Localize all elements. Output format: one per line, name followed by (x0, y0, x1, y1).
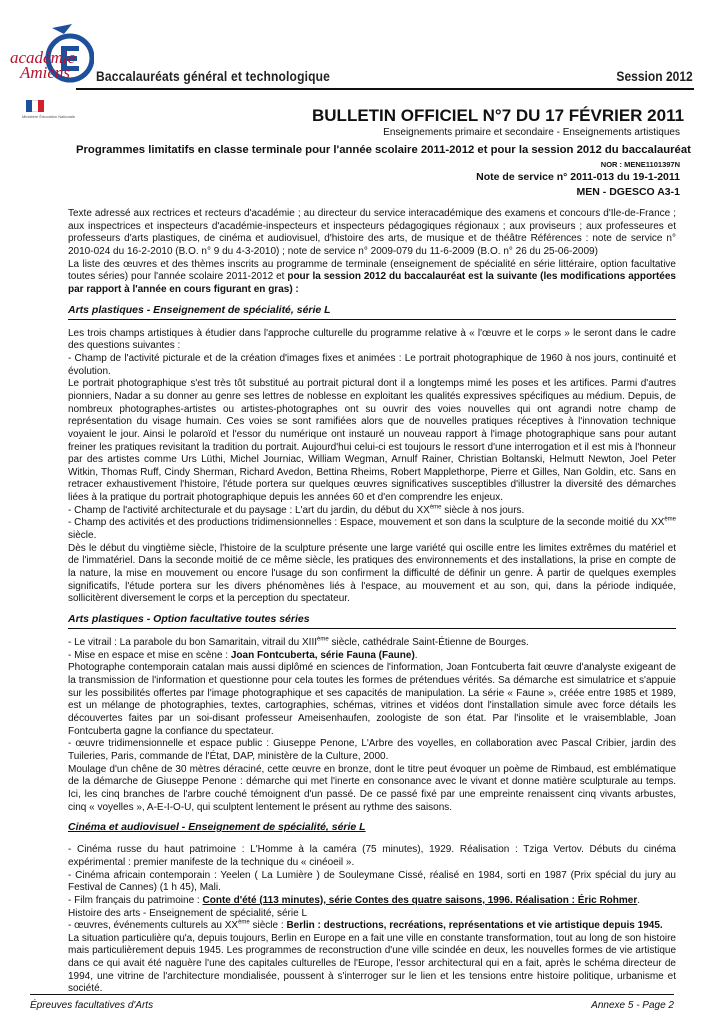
paragraph: - Film français du patrimoine : Conte d'été (113 minutes), série Contes des quatre saisons, 1996. Réalisation : Éric Rohmer. (68, 894, 641, 906)
bulletin-subtitle: Enseignements primaire et secondaire - Enseignements artistiques (383, 127, 680, 138)
footer-left: Épreuves facultatives d'Arts (30, 1000, 154, 1011)
men-reference: MEN - DGESCO A3-1 (576, 186, 680, 198)
intro-list-paragraph: La liste des œuvres et des thèmes inscrits au programme de terminale (enseignement de spécialité en série littéraire, option facultative toutes séries) pour l'année scolaire 2011-2012 et pour la session 2012 du baccalauréat est la suivante (les modifications apportées par rapport à l'année en cours figurant en gras) : (68, 258, 676, 295)
footer-page-number: Annexe 5 - Page 2 (591, 1000, 674, 1011)
intro-paragraph: Texte adressé aux rectrices et recteurs d'académie ; au directeur du service interacadémique des examens et concours d'Ile-de-France ; aux inspectrices et inspecteurs d'académie-inspecteurs et inspecteurs pédagogiques régionaux ; aux proviseurs ; aux professeures et professeurs d'arts plastiques, de cinéma et audiovisuel, d'histoire des arts, de musique et de théâtre Références : note de service n° 2010-024 du 16-2-2010 (B.O. n° 9 du 4-3-2010) ; note de service n° 2009-079 du 11-6-2009 (B.O. n° 26 du 25-06-2009) (68, 208, 676, 257)
paragraph: Les trois champs artistiques à étudier dans l'approche culturelle du programme relative à « l'œuvre et le corps » le seront dans le cadre des questions suivantes : (68, 327, 676, 352)
academie-amiens-logo (10, 20, 100, 120)
paragraph: - Champ de l'activité picturale et de la création d'images fixes et animées : Le portrait photographique de 1960 à nos jours, continuité et évolution. (68, 352, 676, 377)
programmes-title: Programmes limitatifs en classe terminale pour l'année scolaire 2011-2012 et pour la session 2012 du baccalauréat (76, 144, 691, 156)
section-heading-cinema: Cinéma et audiovisuel - Enseignement de spécialité, série L (68, 821, 366, 834)
document-body (68, 208, 676, 996)
section-heading-arts-plastiques-option: Arts plastiques - Option facultative toutes séries (68, 612, 676, 629)
logo-line-2: Amiens (20, 63, 71, 82)
paragraph: Le portrait photographique s'est très tôt substitué au portrait pictural dont il a longtemps mimé les poses et les artifices. Parmi d'autres pionniers, Nadar a su donner au genre ses lettres de noblesse en exploitant les qualités expressives spécifiques au médium. Depuis, de nombreux photographes-artistes ou artistes-photographes ont su ouvrir des voies nouvelles qui ont agrandi notre champ de représentation du visage humain. Ces voies se sont ramifiées alors que de nouvelles pratiques réceptives à l'innovation technique voyaient le jour. Ainsi le polaroïd et l'essor du numérique ont instauré un nouveau rapport à l'image photographique sans pour autant freiner les pratiques revisitant la tradition du portrait. Aujourd'hui celui-ci est toujours le ressort d'une interrogation et il est mis à l'honneur par des artistes comme Urs Lüthi, Michel Journiac, William Wegman, Arnulf Rainer, Christian Boltanski, Helmutt Newton, Joel Peter Witkin, Thomas Ruff, Cindy Sherman, Richard Avedon, Bettina Rheims, Robert Mapplethorpe, Pierre et Gilles, Nan Goldin, etc. Sans en retracer exhaustivement l'histoire, l'étude portera sur quelques œuvres significatives susceptibles d'illustrer la diversité des démarches liées à la pratique du portrait photographique depuis les années 60 et d'en comprendre les enjeux. (68, 378, 676, 504)
paragraph: La situation particulière qu'a, depuis toujours, Berlin en Europe en a fait une ville en constante transformation, tout au long de son histoire mais particulièrement depuis 1945. Les programmes de reconstruction d'une ville scindée en deux, les nouvelles formes de vie artistique dans ce qui avait été naguère l'une des capitales culturelles de l'Europe, l'essor architectural qui en a fait, après le schéma directeur de 1994, une vitrine de l'architecture mondialisée, poussent à s'interroger sur le lien et les tensions entre histoire politique, urbanisme et société. (68, 932, 676, 995)
paragraph: - œuvres, événements culturels au XXème siècle : Berlin : destructions, recréations, représentations et vie artistique depuis 1945. (68, 919, 663, 932)
paragraph: - Le vitrail : La parabole du bon Samaritain, vitrail du XIIIème siècle, cathédrale Saint-Étienne de Bourges. (68, 636, 529, 649)
french-flag-icon (26, 100, 44, 112)
bac-title: Baccalauréats général et technologique (96, 68, 331, 84)
page-footer (30, 994, 674, 1011)
paragraph: Photographe contemporain catalan mais aussi diplômé en sciences de l'information, Joan Fontcuberta fait œuvre d'analyste exigeant de la transmission de l'information et questionne pour cela toutes les formes de prétendues vérités. Sa démarche est simulatrice et s'appuie sur les possibilités offertes par l'image photographique et ses capacités de manipulation. La série « Faune », créée entre 1985 et 1989, est un mélange de photographies, textes, cartographies, schémas, vitrines et vidéos dont l'installation simule avec force détails les découvertes faites par un soi-disant professeur Ameisenhaufen, zoologiste de son état. Par l'insolite et le vraisemblable, Joan Fontcuberta gagne la confiance du spectateur. (68, 662, 676, 737)
paragraph: - Champ des activités et des productions tridimensionnelles : Espace, mouvement et son dans la sculpture de la seconde moitié du XXème siècle. (68, 517, 676, 542)
nor-reference: NOR : MENE1101397N (600, 160, 680, 169)
bulletin-title: BULLETIN OFFICIEL N°7 DU 17 FÉVRIER 2011 (312, 106, 685, 125)
paragraph: Dès le début du vingtième siècle, l'histoire de la sculpture présente une large variété qui oscille entre les limites extrêmes du matériel et de l'immatériel. Dans la seconde moitié de ce même siècle, les pratiques des environnements et des installations, la prise en compte de la nature, la mise en mouvement ou encore l'usage du son confirment la difficulté de définir un genre. À partir de quelques exemples significatifs, l'étude portera sur les divers phénomènes liés à l'espace, au mouvement et au son, qui, dans la période indiquée, sollicitèrent diversement le corps et la perception du spectateur. (68, 542, 676, 605)
paragraph: Moulage d'un chêne de 30 mètres déraciné, cette œuvre en bronze, dont le titre peut évoquer un poème de Rimbaud, est emblématique de la démarche de Giuseppe Penone : démarche qui met l'inerte en consonance avec le vivant et donne matière sculpturale au temps. Ici, les cinq branches de l'arbre couché témoignent d'un passé. De ce passé fixé par une empreinte renaissent cinq vivants arbustes, cinq « voyelles », A-E-I-O-U, qui sculptent lentement le présent au rythme des saisons. (68, 763, 676, 813)
paragraph: - Mise en espace et mise en scène : Joan Fontcuberta, série Fauna (Faune). (68, 649, 418, 661)
logo-line-1: académie (10, 48, 76, 67)
paragraph: - Cinéma russe du haut patrimoine : L'Homme à la caméra (75 minutes), 1929. Réalisation : Tziga Vertov. Débuts du cinéma expérimental : premier manifeste de la technique du « cinéoeil ». (68, 844, 676, 868)
ministry-caption: Ministère Éducation Nationale (22, 114, 76, 119)
section-heading-arts-plastiques-specialite: Arts plastiques - Enseignement de spécialité, série L (68, 303, 676, 320)
paragraph: - œuvre tridimensionnelle et espace public : Giuseppe Penone, L'Arbre des voyelles, en collaboration avec Pascal Cribier, jardin des Tuileries, Paris, commande de l'État, DAP, ministère de la Culture, 2000. (68, 738, 676, 762)
paragraph: Histoire des arts - Enseignement de spécialité, série L (68, 907, 308, 919)
session-label: Session 2012 (616, 68, 693, 84)
paragraph: - Cinéma africain contemporain : Yeelen ( La Lumière ) de Souleymane Cissé, réalisé en 1984, sorti en 1987 (Prix spécial du jury au Festival de Cannes) (1 h 45), Mali. (68, 869, 676, 894)
header-divider (76, 88, 694, 90)
note-de-service: Note de service n° 2011-013 du 19-1-2011 (476, 171, 680, 183)
paragraph: - Champ de l'activité architecturale et du paysage : L'art du jardin, du début du XXème siècle à nos jours. (68, 504, 525, 516)
